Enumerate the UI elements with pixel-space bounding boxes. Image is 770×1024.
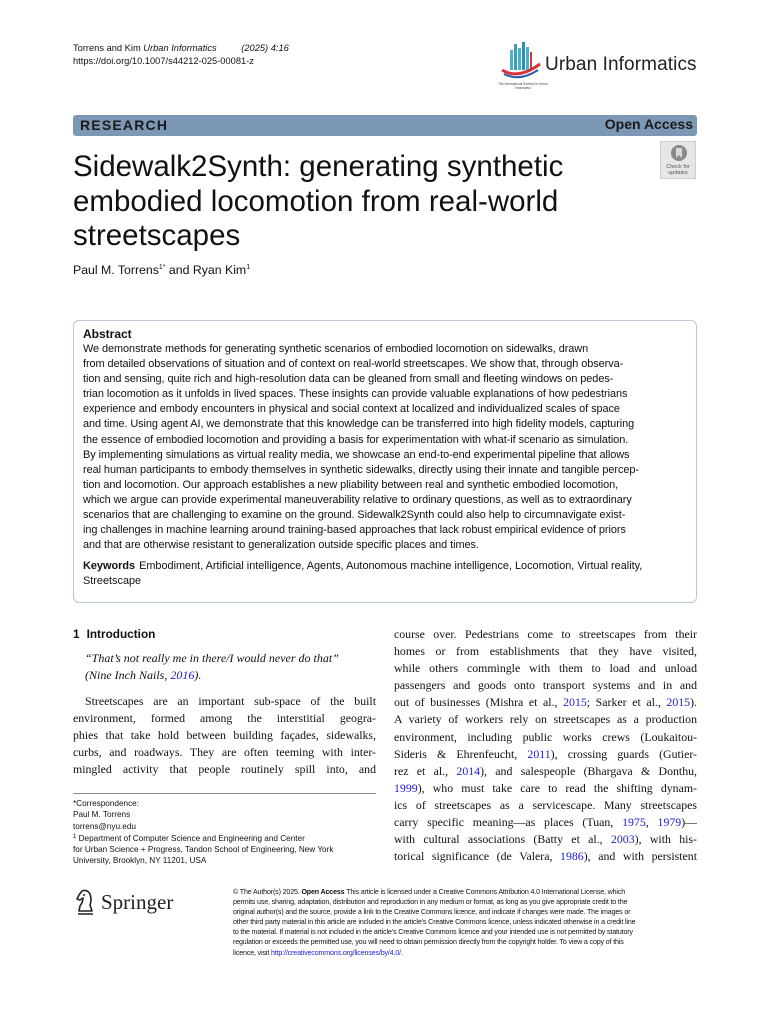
journal-logo <box>498 40 708 98</box>
abstract-line: We demonstrate methods for generating synthetic scenarios of embodied locomotion on sidewalks, drawn <box>83 343 589 355</box>
text-line: environment, formed among the interstitial geogra- <box>73 711 376 726</box>
citation-link[interactable]: 2011 <box>527 746 551 761</box>
citation-link[interactable]: 2016 <box>170 668 195 682</box>
citation-link[interactable]: 2003 <box>610 832 635 847</box>
license-line: permits use, sharing, adaptation, distribution and reproduction in any medium or format, as long as you give appropriate credit to the <box>233 898 628 907</box>
left-column <box>73 626 376 778</box>
epigraph-text: “That’s not really me in there/I would never do that” <box>85 651 339 665</box>
text-line: out of businesses (Mishra et al., 2015; Sarker et al., 2015). <box>394 695 697 710</box>
text-line: while others commingle with them to load and unload <box>394 661 697 676</box>
affiliation-line: University, Brooklyn, NY 11201, USA <box>73 856 207 866</box>
abstract-line: which we argue can provide experimental maneuverability relative to ordinary questions, as well as to extraordinary <box>83 493 632 506</box>
abstract-line: By implementing simulations as virtual reality media, we showcase an end-to-end experimental pipeline that allows <box>83 448 630 461</box>
year-volume: (2025) 4:16 <box>241 43 289 53</box>
doi-link[interactable]: https://doi.org/10.1007/s44212-025-00081-z <box>73 56 254 66</box>
intro-paragraph-continued <box>394 626 697 865</box>
correspondence-label: *Correspondence: <box>73 799 139 808</box>
abstract-heading: Abstract <box>83 327 132 341</box>
open-access-bold: Open Access <box>301 888 345 896</box>
text-line: ics of streetscapes as a servicescape. Many streetscapes <box>394 797 697 812</box>
affiliation: $^1$ Department of Computer Science and Engineering and Center <box>73 833 305 843</box>
society-name: The International Society for Urban Informatics <box>498 82 548 90</box>
text-line: with cultural associations (Batty et al., 2003), with his- <box>394 832 697 847</box>
abstract-line: and time. Using agent AI, we demonstrate that this knowledge can be transferred into high fidelity models, capturing <box>83 418 635 431</box>
check-for-updates-button[interactable] <box>660 141 696 179</box>
section-number: 1 <box>73 627 80 641</box>
keywords-list: Embodiment, Artificial intelligence, Agents, Autonomous machine intelligence, Locomotion, Virtual reality, <box>139 560 643 573</box>
bookmark-icon <box>670 144 688 164</box>
affiliation-marker: 1 <box>73 833 77 840</box>
abstract-text <box>83 342 687 553</box>
citation-line <box>73 42 289 55</box>
right-column <box>394 626 697 865</box>
open-access-label: Open Access <box>604 116 693 132</box>
citation-link[interactable]: 1975 <box>622 815 646 830</box>
abstract-line: scenarios that are challenging to examine on the ground. Sidewalk2Synth could also help to circumnavigate exist- <box>83 509 626 522</box>
affiliation-line: for Urban Science + Progress, Tandon School of Engineering, New York <box>73 845 334 855</box>
check-for-updates-label: Check for updates <box>666 164 690 176</box>
text-line: A variety of workers rely on streetscapes as a production <box>394 712 697 727</box>
title-line: Sidewalk2Synth: generating synthetic <box>73 150 564 183</box>
text-line: 1999), who must take care to read the shifting dynam- <box>394 780 697 795</box>
intro-paragraph <box>73 693 376 778</box>
citation-link[interactable]: 1999 <box>394 780 418 795</box>
license-line: licence, visit http://creativecommons.org/licenses/by/4.0/. <box>233 948 403 957</box>
knight-chess-piece-icon <box>73 887 97 917</box>
correspondence-email[interactable]: torrens@nyu.edu <box>73 821 136 831</box>
abstract-line: trian locomotion as it unfolds in lived spaces. These insights can provide valuable explanations of how pedestrians <box>83 388 628 401</box>
publisher-logo <box>73 887 193 919</box>
text-line: phies that take hold between building façades, sidewalks, <box>73 728 376 743</box>
citation-link[interactable]: 2015 <box>563 695 587 710</box>
epigraph-quote <box>85 650 376 684</box>
correspondence-footnote <box>73 793 376 867</box>
abstract-box <box>73 320 697 603</box>
author-name[interactable]: Paul M. Torrens <box>73 263 159 277</box>
text-line: rez et al., 2014), and salespeople (Bhargava & Donthu, <box>394 763 697 778</box>
authors-short: Torrens and Kim <box>73 43 141 53</box>
author-affiliation-marker: 1* <box>158 264 166 271</box>
citation-link[interactable]: 1979 <box>657 815 682 830</box>
abstract-line: real human participants to embody themselves in synthetic sidewalks, directly using their innate and tangible percep- <box>83 463 639 476</box>
publisher-name: Springer <box>101 890 174 914</box>
abstract-line: from detailed observations of situation and of context on real-world streetscapes. We show that, through observa- <box>83 358 624 371</box>
abstract-line: tion and locomotion. Our approach establishes a new pliability between real and synthetic embodied locomotion, <box>83 478 619 491</box>
running-header <box>73 42 289 68</box>
abstract-line: ing challenges in machine learning around training-based approaches that lack robust empirical evidence of priors <box>83 524 626 537</box>
article-type-banner <box>73 115 697 136</box>
text-line: passengers and goods onto transport systems and in and <box>394 678 697 693</box>
author-name[interactable]: Ryan Kim <box>192 263 247 277</box>
citation-link[interactable]: 2014 <box>456 763 481 778</box>
abstract-line: experience and embody encounters in physical and social context at localized and individualized scales of space <box>83 403 620 416</box>
license-line: original author(s) and the source, provide a link to the Creative Commons licence, and indicate if changes were made. The images or <box>233 908 631 917</box>
title-line: embodied locomotion from real-world <box>73 184 559 218</box>
license-line: other third party material in this article are included in the article’s Creative Commons licence, unless indicated otherwise in a credit line <box>233 918 636 927</box>
license-notice <box>233 887 699 958</box>
skyline-logo-icon <box>498 40 544 84</box>
section-title: Introduction <box>86 627 156 641</box>
author-affiliation-marker: 1 <box>246 264 251 271</box>
keywords <box>83 559 687 589</box>
keywords-list-cont: Streetscape <box>83 575 142 588</box>
journal-logo-name: Urban Informatics <box>545 54 697 75</box>
license-line: © The Author(s) 2025. Open Access This article is licensed under a Creative Commons Attribution 4.0 International License, which <box>233 888 626 896</box>
article-type-label: RESEARCH <box>80 117 169 133</box>
abstract-line: and that are otherwise resistant to generalization outside specific places and times. <box>83 539 479 552</box>
text-line: Streetscapes are an important sub-space of the built <box>85 694 376 708</box>
journal-name: Urban Informatics <box>143 43 217 53</box>
author-joiner: and <box>165 263 193 277</box>
text-line: course over. Pedestrians come to streetscapes from their <box>394 627 697 641</box>
citation-link[interactable]: 1986 <box>560 849 584 864</box>
license-url-link[interactable]: http://creativecommons.org/licenses/by/4.0/ <box>270 948 401 957</box>
text-line: homes or from establishments that they have visited, <box>394 644 697 659</box>
abstract-line: the essence of embodied locomotion and providing a basis for experimentation with what-if scenario as simulation. <box>83 433 629 446</box>
author-list <box>73 263 250 277</box>
text-line: curbs, and roadways. They are often teeming with inter- <box>73 745 376 760</box>
section-heading-introduction <box>73 626 376 642</box>
text-line: Sideris & Ehrenfeucht, 2011), crossing guards (Gutier- <box>394 746 697 761</box>
text-line: environment, including public works crews (Loukaitou- <box>394 729 697 744</box>
title-line: streetscapes <box>73 219 241 252</box>
keywords-label: Keywords <box>83 560 136 573</box>
license-line: regulation or exceeds the permitted use, you will need to obtain permission directly from the copyright holder. To view a copy of this <box>233 938 624 947</box>
article-title <box>73 150 633 254</box>
text-line: torical significance (de Valera, 1986), and with persistent <box>394 849 697 864</box>
abstract-line: tion and sensing, quite rich and high-resolution data can be gleaned from small and fleeting windows on pedes- <box>83 373 614 386</box>
text-line: mingled activity that people routinely spill into, and <box>73 762 376 777</box>
correspondence-name: Paul M. Torrens <box>73 810 131 820</box>
epigraph-source: (Nine Inch Nails, 2016). <box>85 668 202 682</box>
text-line: carry specific meaning—as places (Tuan, 1975, 1979)— <box>394 815 697 830</box>
citation-link[interactable]: 2015 <box>666 695 691 710</box>
license-line: to the material. If material is not included in the article’s Creative Commons licence and your intended use is not permitted by statutory <box>233 928 633 937</box>
